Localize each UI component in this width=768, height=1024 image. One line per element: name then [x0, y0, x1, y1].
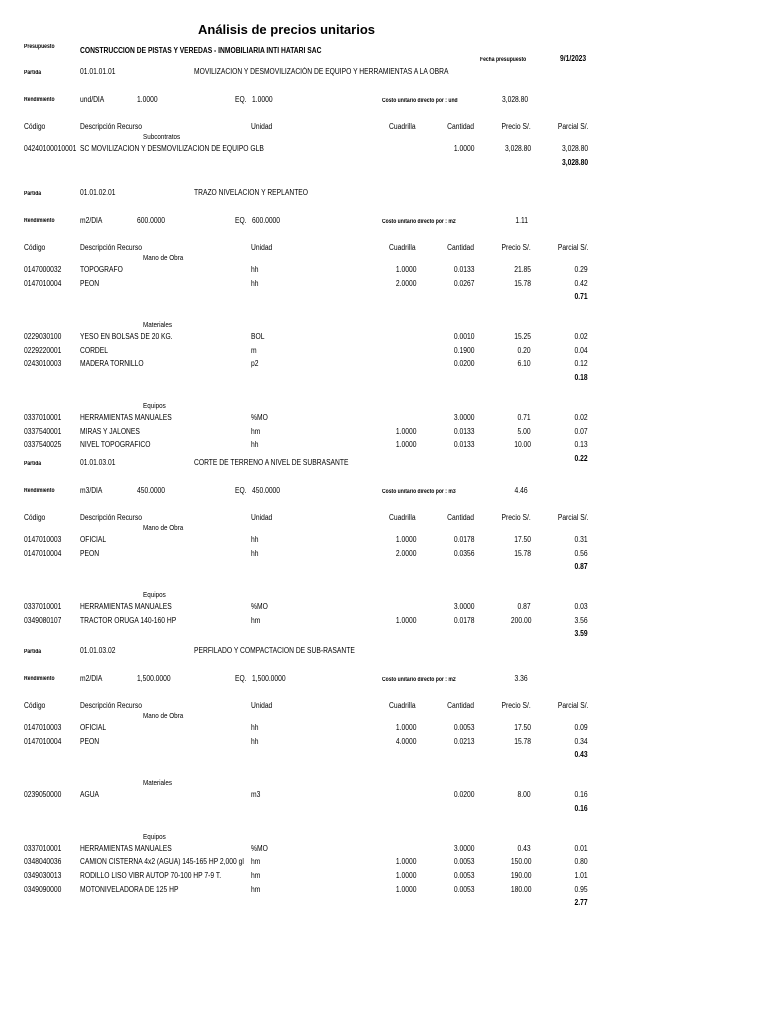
- resource-cuadrilla: 1.0000: [395, 265, 416, 274]
- partida-code: 01.01.03.02: [80, 646, 116, 655]
- partida-title: CORTE DE TERRENO A NIVEL DE SUBRASANTE: [194, 458, 349, 467]
- col-header-codigo: Código: [24, 243, 46, 252]
- resource-parcial: 0.01: [574, 843, 588, 853]
- rendimiento-unit: m2/DIA: [80, 216, 103, 225]
- resource-precio: 190.00: [510, 871, 531, 880]
- resource-description: AGUA: [80, 790, 100, 800]
- resource-code: 0348040036: [24, 857, 62, 867]
- resource-description: NIVEL TOPOGRAFICO: [80, 440, 151, 450]
- resource-cuadrilla: 1.0000: [395, 426, 416, 436]
- resource-cantidad: 0.0053: [453, 723, 474, 732]
- group-subtotal: 0.18: [574, 373, 588, 382]
- resource-cuadrilla: 1.0000: [395, 440, 416, 450]
- resource-precio: 0.43: [517, 843, 531, 853]
- resource-code: 04240100010001: [24, 144, 77, 153]
- costo-unitario-value: 3,028.80: [501, 95, 528, 104]
- col-header-precio: Precio S/.: [501, 701, 531, 710]
- resource-parcial: 0.34: [574, 736, 588, 746]
- group-subtotal: 3,028.80: [561, 157, 588, 167]
- resource-code: 0337540001: [24, 426, 62, 436]
- col-header-parcial: Parcial S/.: [557, 122, 588, 131]
- group-subtotal: 0.87: [574, 562, 588, 572]
- resource-parcial: 3.56: [574, 615, 588, 625]
- col-header-cantidad: Cantidad: [447, 701, 474, 710]
- resource-unit: hm: [251, 615, 261, 625]
- fecha-value: 9/1/2023: [560, 54, 587, 63]
- col-header-cuadrilla: Cuadrilla: [389, 243, 416, 252]
- resource-unit: %MO: [251, 843, 268, 853]
- resource-unit: %MO: [251, 602, 268, 612]
- rendimiento-label: Rendimiento: [24, 676, 55, 682]
- col-header-codigo: Código: [24, 701, 46, 710]
- resource-precio: 15.25: [514, 332, 531, 342]
- eq-label: EQ.: [235, 216, 247, 225]
- resource-code: 0229030100: [24, 332, 62, 342]
- group-heading: Mano de Obra: [143, 523, 184, 532]
- resource-parcial: 0.04: [574, 345, 588, 355]
- resource-precio: 5.00: [517, 426, 531, 436]
- resource-code: 0337010001: [24, 413, 62, 422]
- resource-description: OFICIAL: [80, 535, 107, 544]
- partida-code: 01.01.01.01: [80, 67, 116, 76]
- rendimiento-value: 600.0000: [137, 216, 166, 225]
- rendimiento-value: 1,500.0000: [137, 674, 171, 683]
- resource-cuadrilla: 1.0000: [395, 723, 416, 732]
- resource-cantidad: 0.0178: [453, 535, 474, 544]
- resource-cuadrilla: 2.0000: [395, 278, 416, 288]
- col-header-unidad: Unidad: [251, 243, 273, 252]
- resource-cantidad: 0.0356: [453, 548, 474, 558]
- resource-description: PEON: [80, 548, 100, 558]
- resource-cantidad: 0.0053: [453, 871, 474, 880]
- group-subtotal: 3.59: [574, 629, 588, 639]
- col-header-parcial: Parcial S/.: [557, 243, 588, 252]
- resource-cantidad: 0.0200: [453, 359, 474, 369]
- col-header-codigo: Código: [24, 513, 46, 522]
- resource-unit: hh: [251, 723, 259, 732]
- partida-label: Partida: [24, 461, 42, 467]
- col-header-descripcion: Descripción Recurso: [80, 122, 143, 131]
- resource-cantidad: 0.0178: [453, 615, 474, 625]
- resource-unit: hh: [251, 278, 259, 288]
- col-header-precio: Precio S/.: [501, 513, 531, 522]
- group-heading: Mano de Obra: [143, 711, 184, 720]
- col-header-unidad: Unidad: [251, 513, 273, 522]
- presupuesto-label: Presupuesto: [24, 44, 55, 50]
- costo-unitario-label: Costo unitario directo por : m2: [382, 219, 456, 225]
- resource-description: PEON: [80, 736, 100, 746]
- resource-code: 0147000032: [24, 265, 62, 274]
- resource-parcial: 0.13: [574, 440, 588, 450]
- resource-cuadrilla: 1.0000: [395, 535, 416, 544]
- resource-code: 0229220001: [24, 345, 62, 355]
- col-header-cuadrilla: Cuadrilla: [389, 701, 416, 710]
- group-heading: Equipos: [143, 401, 166, 410]
- resource-unit: m3: [251, 790, 261, 800]
- resource-parcial: 0.03: [574, 602, 588, 612]
- group-subtotal: 2.77: [574, 898, 588, 908]
- costo-unitario-label: Costo unitario directo por : m2: [382, 677, 456, 683]
- resource-cantidad: 3.0000: [453, 413, 474, 422]
- group-subtotal: 0.71: [574, 292, 588, 302]
- resource-cantidad: 0.0053: [453, 857, 474, 867]
- resource-unit: hh: [251, 440, 259, 450]
- eq-label: EQ.: [235, 486, 247, 495]
- resource-description: TRACTOR ORUGA 140-160 HP: [80, 615, 177, 625]
- col-header-unidad: Unidad: [251, 701, 273, 710]
- resource-cuadrilla: 1.0000: [395, 615, 416, 625]
- eq-value: 1,500.0000: [252, 674, 286, 683]
- resource-description: PEON: [80, 278, 100, 288]
- partida-label: Partida: [24, 191, 42, 197]
- resource-precio: 15.78: [514, 736, 531, 746]
- resource-code: 0239050000: [24, 790, 62, 800]
- resource-parcial: 1.01: [574, 871, 588, 880]
- resource-code: 0243010003: [24, 359, 62, 369]
- resource-precio: 180.00: [510, 884, 531, 894]
- resource-unit: hm: [251, 857, 261, 867]
- group-subtotal: 0.16: [574, 803, 588, 813]
- partida-title: MOVILIZACION Y DESMOVILIZACIÓN DE EQUIPO Y HERRAMIENTAS A LA OBRA: [194, 67, 449, 76]
- costo-unitario-value: 1.11: [515, 216, 528, 225]
- rendimiento-value: 450.0000: [137, 486, 166, 495]
- resource-cantidad: 0.0010: [453, 332, 474, 342]
- resource-parcial: 0.07: [574, 426, 588, 436]
- partida-title: PERFILADO Y COMPACTACION DE SUB-RASANTE: [194, 646, 355, 655]
- resource-description: HERRAMIENTAS MANUALES: [80, 602, 172, 612]
- resource-code: 0337010001: [24, 602, 62, 612]
- col-header-descripcion: Descripción Recurso: [80, 513, 143, 522]
- eq-value: 450.0000: [252, 486, 281, 495]
- resource-cantidad: 0.1900: [453, 345, 474, 355]
- resource-cuadrilla: 4.0000: [395, 736, 416, 746]
- resource-precio: 8.00: [517, 790, 531, 800]
- resource-unit: hh: [251, 265, 259, 274]
- costo-unitario-label: Costo unitario directo por : und: [382, 98, 458, 104]
- presupuesto-name: CONSTRUCCION DE PISTAS Y VEREDAS - INMOBILIARIA INTI HATARI SAC: [80, 46, 322, 55]
- resource-parcial: 0.31: [574, 535, 588, 544]
- col-header-cuadrilla: Cuadrilla: [389, 513, 416, 522]
- resource-description: CAMION CISTERNA 4x2 (AGUA) 145-165 HP 2,000 gl: [80, 857, 244, 867]
- resource-description: YESO EN BOLSAS DE 20 KG.: [80, 332, 173, 342]
- resource-parcial: 0.80: [574, 857, 588, 867]
- resource-parcial: 0.02: [574, 332, 588, 342]
- resource-precio: 200.00: [510, 615, 531, 625]
- resource-parcial: 0.95: [574, 884, 588, 894]
- resource-unit: hm: [251, 871, 261, 880]
- resource-cuadrilla: 2.0000: [395, 548, 416, 558]
- resource-description: HERRAMIENTAS MANUALES: [80, 843, 172, 853]
- resource-code: 0349080107: [24, 615, 62, 625]
- resource-precio: 15.78: [514, 278, 531, 288]
- resource-precio: 6.10: [517, 359, 531, 369]
- group-subtotal: 0.43: [574, 750, 588, 760]
- group-heading: Equipos: [143, 590, 166, 600]
- resource-code: 0147010004: [24, 278, 62, 288]
- rendimiento-label: Rendimiento: [24, 488, 55, 494]
- resource-description: SC MOVILIZACION Y DESMOVILIZACION DE EQUIPO GLB: [80, 144, 264, 153]
- resource-description: MADERA TORNILLO: [80, 359, 144, 369]
- resource-description: MOTONIVELADORA DE 125 HP: [80, 884, 179, 894]
- rendimiento-unit: m2/DIA: [80, 674, 103, 683]
- resource-precio: 15.78: [514, 548, 531, 558]
- rendimiento-unit: m3/DIA: [80, 486, 103, 495]
- eq-label: EQ.: [235, 95, 247, 104]
- resource-cuadrilla: 1.0000: [395, 857, 416, 867]
- resource-precio: 17.50: [514, 723, 531, 732]
- resource-parcial: 3,028.80: [561, 144, 588, 153]
- resource-cantidad: 0.0200: [453, 790, 474, 800]
- col-header-parcial: Parcial S/.: [557, 513, 588, 522]
- resource-description: CORDEL: [80, 345, 109, 355]
- resource-code: 0147010003: [24, 535, 62, 544]
- page-title: Análisis de precios unitarios: [198, 22, 375, 37]
- partida-code: 01.01.02.01: [80, 188, 116, 197]
- col-header-parcial: Parcial S/.: [557, 701, 588, 710]
- col-header-descripcion: Descripción Recurso: [80, 701, 143, 710]
- eq-value: 600.0000: [252, 216, 281, 225]
- resource-unit: hm: [251, 426, 261, 436]
- resource-parcial: 0.42: [574, 278, 588, 288]
- col-header-codigo: Código: [24, 122, 46, 131]
- resource-parcial: 0.12: [574, 359, 588, 369]
- resource-unit: hm: [251, 884, 261, 894]
- costo-unitario-value: 3.36: [514, 674, 528, 683]
- resource-unit: m: [251, 345, 257, 355]
- resource-cantidad: 3.0000: [453, 843, 474, 853]
- resource-description: HERRAMIENTAS MANUALES: [80, 413, 172, 422]
- col-header-cantidad: Cantidad: [447, 243, 474, 252]
- group-subtotal: 0.22: [574, 453, 588, 463]
- col-header-descripcion: Descripción Recurso: [80, 243, 143, 252]
- resource-code: 0349030013: [24, 871, 62, 880]
- col-header-cantidad: Cantidad: [447, 122, 474, 131]
- resource-parcial: 0.02: [574, 413, 588, 422]
- resource-precio: 0.20: [517, 345, 531, 355]
- resource-description: RODILLO LISO VIBR AUTOP 70-100 HP 7-9 T.: [80, 871, 222, 880]
- col-header-cuadrilla: Cuadrilla: [389, 122, 416, 131]
- resource-precio: 10.00: [514, 440, 531, 450]
- resource-description: OFICIAL: [80, 723, 107, 732]
- partida-label: Partida: [24, 70, 42, 76]
- col-header-precio: Precio S/.: [501, 122, 531, 131]
- costo-unitario-value: 4.46: [514, 486, 528, 495]
- resource-cuadrilla: 1.0000: [395, 871, 416, 880]
- resource-parcial: 0.56: [574, 548, 588, 558]
- rendimiento-value: 1.0000: [137, 95, 158, 104]
- resource-cantidad: 0.0213: [453, 736, 474, 746]
- resource-cuadrilla: 1.0000: [395, 884, 416, 894]
- resource-precio: 150.00: [510, 857, 531, 867]
- eq-label: EQ.: [235, 674, 247, 683]
- resource-cantidad: 0.0133: [453, 440, 474, 450]
- resource-parcial: 0.29: [574, 265, 588, 274]
- resource-code: 0337540025: [24, 440, 62, 450]
- resource-parcial: 0.16: [574, 790, 588, 800]
- col-header-unidad: Unidad: [251, 122, 273, 131]
- resource-cantidad: 0.0053: [453, 884, 474, 894]
- fecha-label: Fecha presupuesto: [480, 57, 527, 63]
- resource-unit: hh: [251, 548, 259, 558]
- resource-unit: p2: [251, 359, 259, 369]
- partida-title: TRAZO NIVELACION Y REPLANTEO: [194, 188, 309, 197]
- group-heading: Materiales: [143, 320, 173, 330]
- resource-cantidad: 0.0267: [453, 278, 474, 288]
- partida-label: Partida: [24, 649, 42, 655]
- resource-code: 0337010001: [24, 843, 62, 853]
- resource-precio: 17.50: [514, 535, 531, 544]
- resource-description: TOPOGRAFO: [80, 265, 123, 274]
- col-header-cantidad: Cantidad: [447, 513, 474, 522]
- resource-precio: 0.71: [517, 413, 531, 422]
- group-heading: Subcontratos: [143, 132, 181, 141]
- resource-description: MIRAS Y JALONES: [80, 426, 140, 436]
- group-heading: Equipos: [143, 831, 166, 841]
- group-heading: Mano de Obra: [143, 253, 184, 262]
- col-header-precio: Precio S/.: [501, 243, 531, 252]
- rendimiento-label: Rendimiento: [24, 218, 55, 224]
- costo-unitario-label: Costo unitario directo por : m3: [382, 489, 456, 495]
- resource-parcial: 0.09: [574, 723, 588, 732]
- resource-code: 0147010003: [24, 723, 62, 732]
- resource-unit: hh: [251, 736, 259, 746]
- eq-value: 1.0000: [252, 95, 273, 104]
- group-heading: Materiales: [143, 778, 173, 788]
- rendimiento-unit: und/DIA: [80, 95, 105, 104]
- resource-unit: %MO: [251, 413, 268, 422]
- partida-code: 01.01.03.01: [80, 458, 116, 467]
- resource-precio: 3,028.80: [504, 144, 531, 153]
- resource-precio: 0.87: [517, 602, 531, 612]
- resource-cantidad: 0.0133: [453, 265, 474, 274]
- resource-code: 0147010004: [24, 736, 62, 746]
- resource-unit: hh: [251, 535, 259, 544]
- resource-cantidad: 0.0133: [453, 426, 474, 436]
- rendimiento-label: Rendimiento: [24, 97, 55, 103]
- resource-unit: BOL: [251, 332, 265, 342]
- resource-cantidad: 1.0000: [453, 144, 474, 153]
- resource-cantidad: 3.0000: [453, 602, 474, 612]
- resource-code: 0349090000: [24, 884, 62, 894]
- resource-precio: 21.85: [514, 265, 531, 274]
- resource-code: 0147010004: [24, 548, 62, 558]
